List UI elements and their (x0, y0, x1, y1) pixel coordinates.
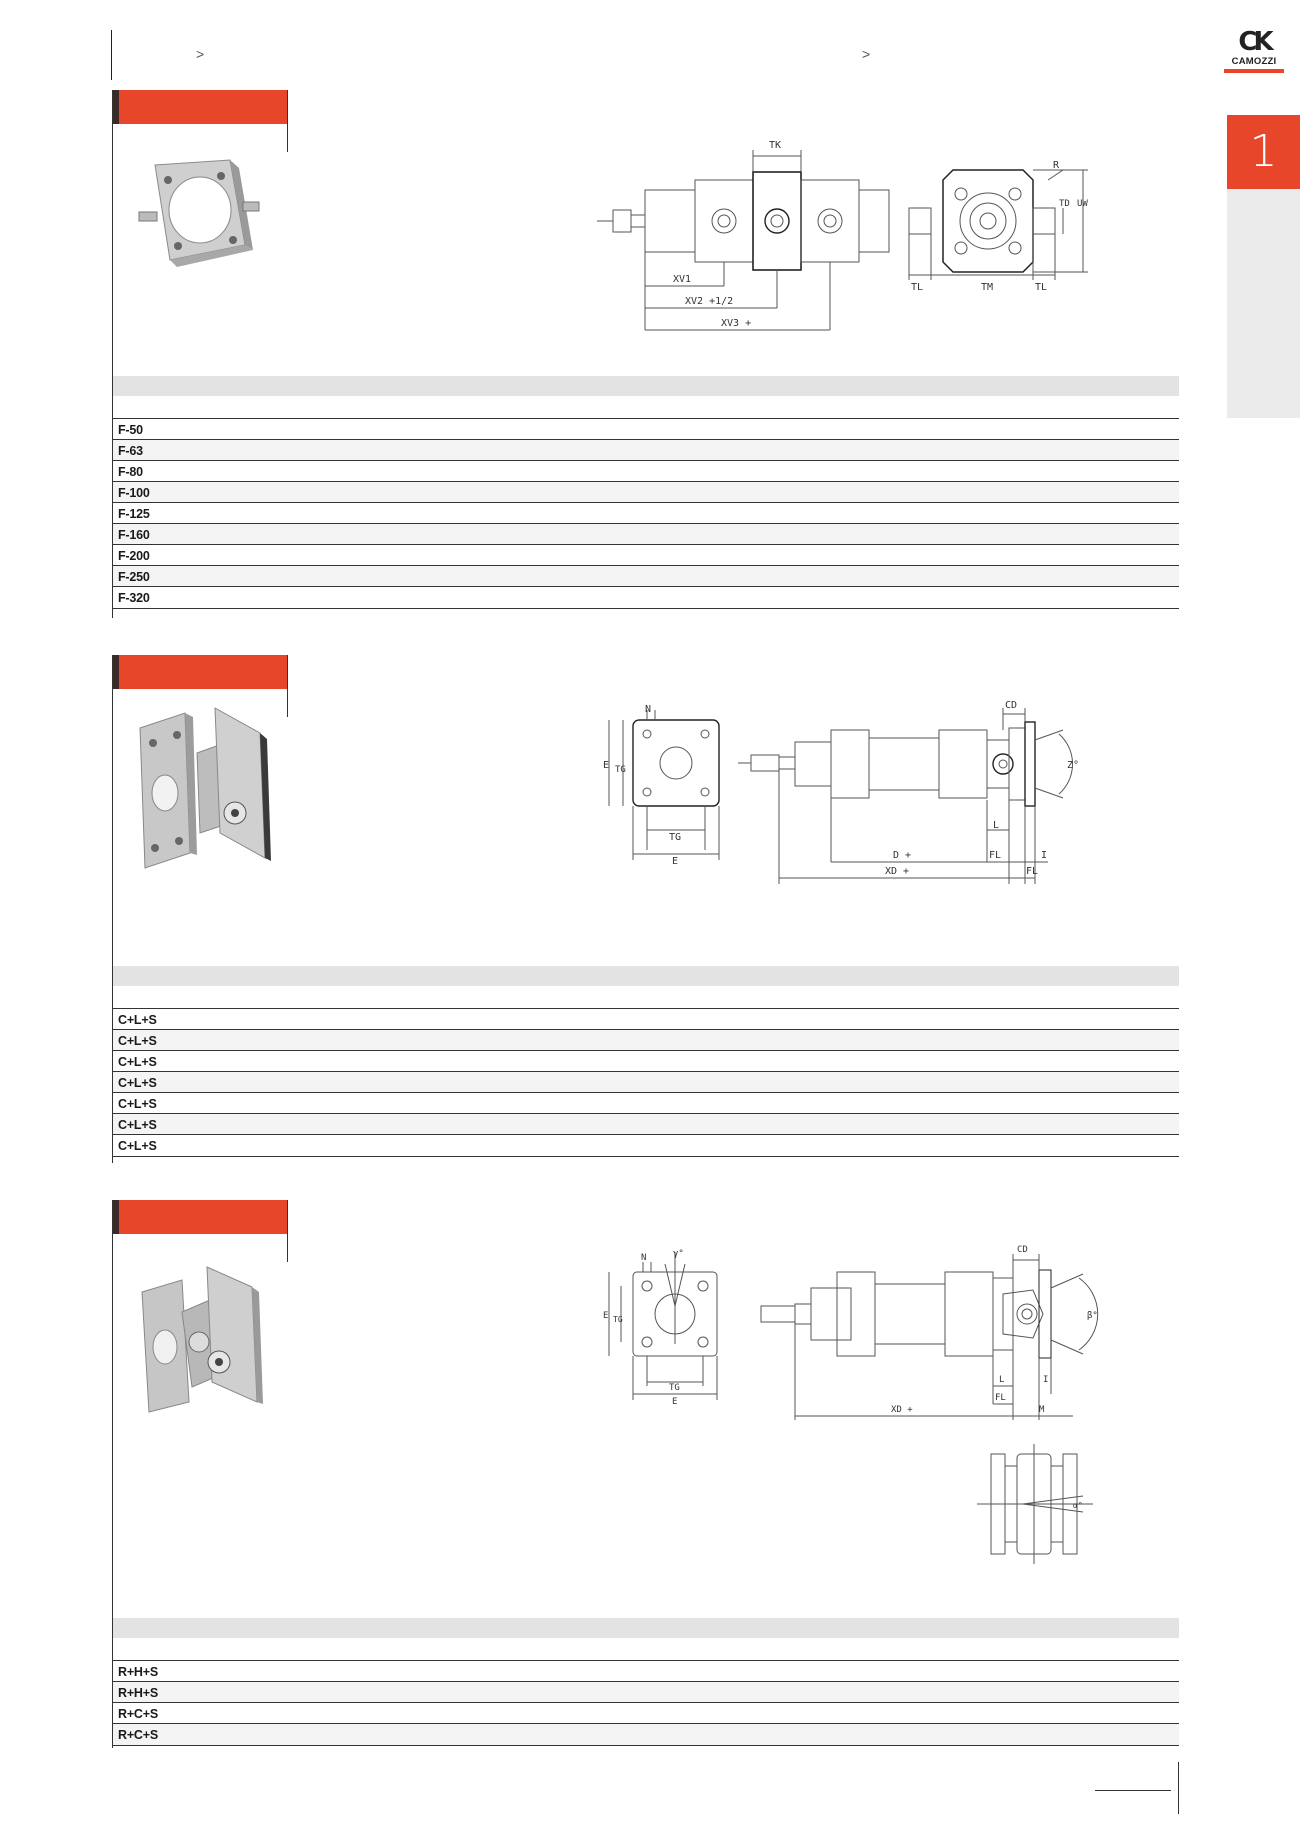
section-heading-band (113, 1200, 287, 1234)
product-photo-hinge (135, 703, 275, 873)
table-row: C+L+S (118, 1139, 157, 1153)
dim-label-r: R (1053, 160, 1060, 171)
data-table (113, 966, 1179, 1157)
dim-label-xv3: XV3 + (721, 318, 752, 329)
dim-label-e: E (672, 1397, 678, 1407)
table-header-band (113, 1618, 1179, 1638)
technical-drawing-hinge (593, 700, 1193, 900)
dim-label-tg: TG (669, 832, 682, 843)
dim-label-tg: TG (669, 1383, 680, 1393)
logo-brand: CAMOZZI (1231, 56, 1277, 67)
dim-label-tg-vertical: TG (613, 1315, 623, 1324)
table-subheader (113, 986, 1179, 1009)
section-tab-1[interactable]: 1 (1227, 115, 1300, 189)
dim-label-tg-vertical: TG (615, 765, 626, 775)
breadcrumb-separator-2: > (862, 46, 871, 62)
section-rear-hinge (112, 655, 1179, 1163)
dim-label-xd: XD + (885, 866, 910, 877)
dim-label-xv1: XV1 (673, 274, 692, 285)
data-table (113, 1618, 1179, 1746)
dim-label-xd: XD + (891, 1405, 913, 1415)
section-heading-marker (113, 655, 119, 689)
table-row: F-125 (113, 503, 1179, 524)
table-header-band (113, 966, 1179, 986)
dim-label-cd: CD (1005, 700, 1018, 711)
table-row: C+L+S (113, 1072, 1179, 1093)
breadcrumb-separator-1: > (196, 46, 205, 62)
dim-label-l: L (999, 1375, 1005, 1385)
dim-label-cd: CD (1017, 1245, 1028, 1255)
section-heading-marker (113, 90, 119, 124)
technical-drawing-trunnion (593, 120, 1193, 360)
logo-mark: CK (1238, 27, 1270, 57)
footer-rule (1095, 1790, 1171, 1791)
dim-label-td: TD (1059, 199, 1070, 209)
section-intermediate-trunnion (112, 90, 1179, 618)
table-row: C+L+S (113, 1051, 1179, 1072)
table-row: F-100 (113, 482, 1179, 503)
table-row: R+H+S (113, 1682, 1179, 1703)
camozzi-logo[interactable] (1224, 28, 1284, 76)
section-heading-box (113, 1200, 288, 1262)
table-row: R+C+S (113, 1724, 1179, 1745)
table-row: R+C+S (113, 1703, 1179, 1724)
dim-label-tl-right: TL (1035, 282, 1048, 293)
dim-label-uw: UW (1077, 199, 1088, 209)
section-heading-marker (113, 1200, 119, 1234)
table-header-band (113, 376, 1179, 396)
section-heading-band (113, 655, 287, 689)
product-photo-swivel-hinge (137, 1262, 267, 1422)
dim-label-l: L (993, 820, 1000, 831)
dim-label-alpha: α° (1073, 1501, 1083, 1510)
table-row: F-80 (113, 461, 1179, 482)
product-photo-trunnion-plate (135, 150, 265, 280)
section-heading-box (113, 90, 288, 152)
dim-label-m: M (1039, 1405, 1045, 1415)
table-row: F-63 (113, 440, 1179, 461)
table-row: C+L+S (113, 1093, 1179, 1114)
footer-vertical-rule (1178, 1762, 1179, 1814)
section-heading-band (113, 90, 287, 124)
table-subheader (113, 396, 1179, 419)
table-subheader (113, 1638, 1179, 1661)
dim-label-beta: β° (1087, 1311, 1098, 1321)
dim-label-n: N (641, 1253, 647, 1263)
dim-label-e: E (672, 856, 679, 867)
dim-label-i: I (1041, 850, 1048, 861)
dim-label-i: I (1043, 1375, 1049, 1385)
dim-label-fl: FL (989, 850, 1002, 861)
dim-label-d: D + (893, 850, 912, 861)
dim-label-e-vertical: E (603, 1311, 609, 1321)
dim-label-gamma: γ° (673, 1249, 684, 1259)
header-left-rule (111, 30, 112, 80)
section-swivel-hinge (112, 1200, 1179, 1748)
table-row: F-200 (113, 545, 1179, 566)
table-row: F-160 (113, 524, 1179, 545)
dim-label-fl-2: FL (1026, 866, 1039, 877)
dim-label-tk: TK (769, 140, 782, 151)
dim-label-z: Z° (1067, 760, 1080, 771)
table-row: C+L+S (113, 1009, 1179, 1030)
table-row: C+L+S (113, 1030, 1179, 1051)
dim-label-tm: TM (981, 282, 994, 293)
table-row: F-50 (113, 419, 1179, 440)
data-table (113, 376, 1179, 609)
dim-label-fl: FL (995, 1393, 1006, 1403)
dim-label-n: N (645, 704, 652, 715)
logo-underline (1224, 69, 1284, 73)
dim-label-xv2: XV2 +1/2 (685, 296, 734, 307)
technical-drawing-swivel (593, 1244, 1193, 1604)
table-row: F-320 (118, 591, 150, 605)
dim-label-tl-left: TL (911, 282, 924, 293)
table-row: C+L+S (113, 1114, 1179, 1135)
table-row: F-250 (113, 566, 1179, 587)
dim-label-e-vertical: E (603, 760, 610, 771)
table-row: R+H+S (113, 1661, 1179, 1682)
